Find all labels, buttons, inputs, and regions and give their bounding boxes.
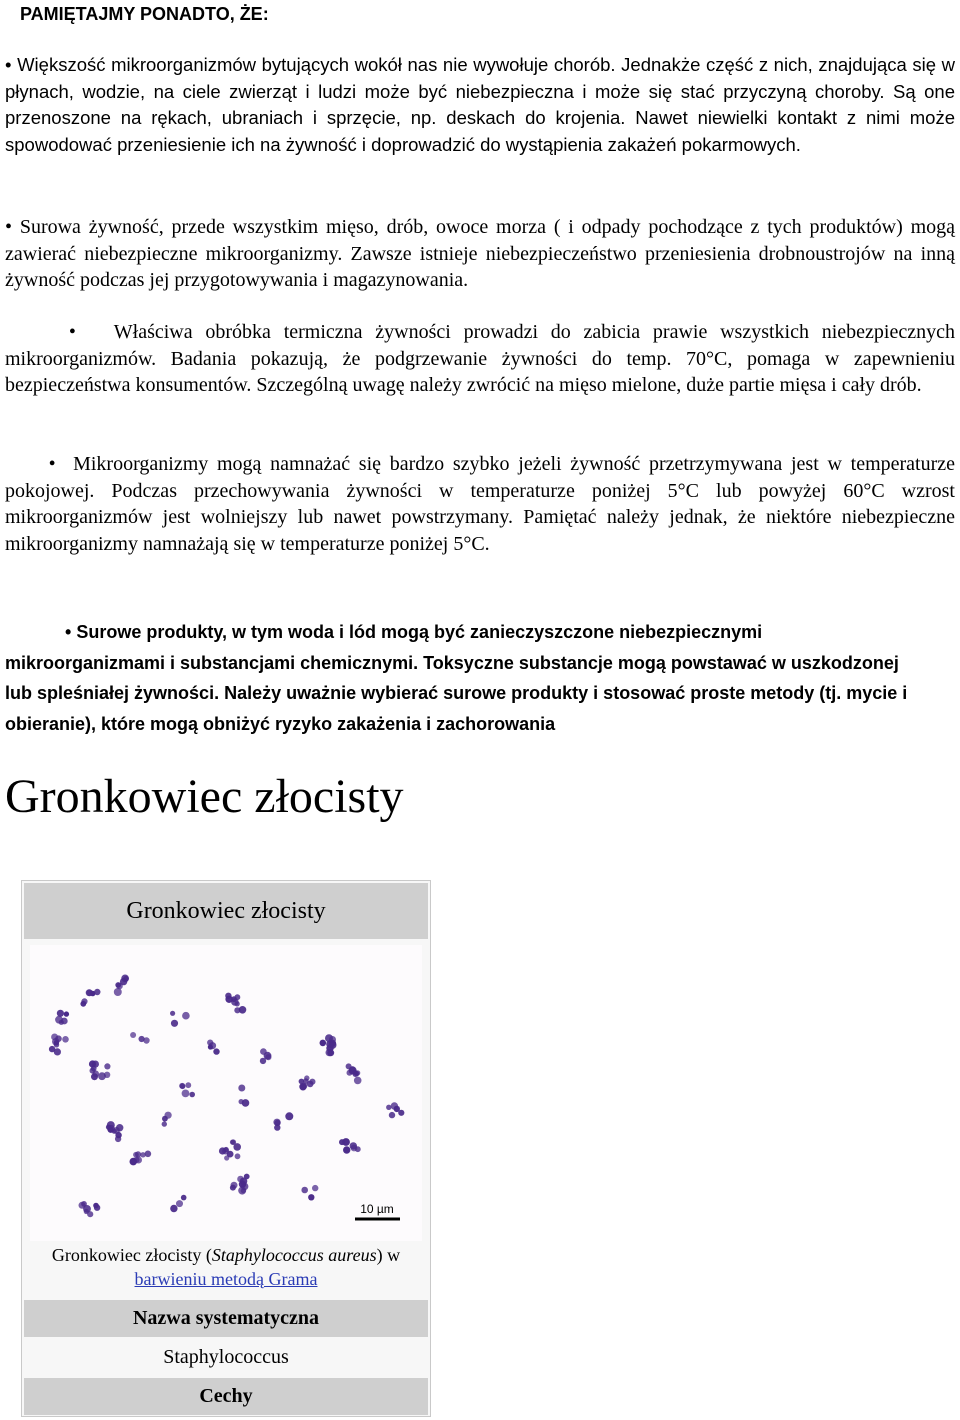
- micrograph-svg: [30, 945, 422, 1241]
- paragraph-temperature: [5, 451, 955, 557]
- coccus-cell: [301, 1083, 307, 1089]
- coccus-cell: [265, 1054, 271, 1060]
- coccus-cell: [145, 1151, 152, 1158]
- systematic-name-header: Nazwa systematyczna: [24, 1300, 428, 1337]
- coccus-cell: [347, 1070, 353, 1076]
- coccus-cell: [389, 1112, 395, 1118]
- coccus-cell: [260, 1048, 267, 1055]
- paragraph-text: Większość mikroorganizmów bytujących wokół nas nie wywołuje chorób. Jednakże część z nich, znajdująca się w płynach, wodzie, na ciele zwierząt i ludzi może być niebezpieczna i może się stać przyczyną choroby. Są one przenoszone na rękach, ubraniach i sprzęcie, np. deskach do krojenia. Nawet niewielki kontakt z nimi może spowodować przeniesienie ich na żywność i doprowadzić do wystąpienia zakażeń pokarmowych.: [5, 54, 955, 155]
- coccus-cell: [162, 1121, 167, 1126]
- coccus-cell: [54, 1040, 59, 1045]
- coccus-cell: [165, 1112, 172, 1119]
- article-title: Gronkowiec złocisty: [5, 770, 404, 823]
- coccus-cell: [143, 1037, 149, 1043]
- coccus-cell: [55, 1016, 63, 1024]
- paragraph-text: Mikroorganizmy mogą namnażać się bardzo szybko jeżeli żywność przetrzymywana jest w temperaturze pokojowej. Podczas przechowywania żywności w temperaturze poniżej 5°C lub powyżej 60°C wzrost mikroorganizmów jest wolniejszy lub nawet powstrzymany. Pamiętać należy jednak, że niektóre niebezpieczne mikroorganizmy namnażają się w temperaturze poniżej 5°C.: [5, 453, 956, 555]
- coccus-cell: [239, 1006, 247, 1014]
- gram-stain-link[interactable]: barwieniu metodą Grama: [134, 1269, 318, 1289]
- paragraph-raw-products: [5, 617, 925, 739]
- coccus-cell: [351, 1145, 358, 1152]
- bullet-icon: •: [68, 321, 76, 343]
- coccus-cell: [140, 1152, 145, 1157]
- coccus-cell: [104, 1072, 110, 1078]
- coccus-cell: [62, 1036, 69, 1043]
- coccus-cell: [80, 1001, 86, 1007]
- desc-mid: ) w: [376, 1245, 401, 1265]
- coccus-cell: [115, 1132, 121, 1138]
- coccus-cell: [238, 1187, 246, 1195]
- coccus-cell: [307, 1081, 314, 1088]
- bullet-icon: •: [65, 622, 72, 642]
- desc-species: Staphylococcus aureus: [211, 1245, 377, 1265]
- coccus-cell: [354, 1077, 362, 1085]
- coccus-cell: [239, 1099, 244, 1104]
- coccus-cell: [135, 1157, 142, 1164]
- coccus-cell: [260, 1058, 266, 1064]
- coccus-cell: [64, 1011, 69, 1016]
- features-header: Cechy: [24, 1378, 428, 1415]
- coccus-cell: [213, 1048, 219, 1054]
- coccus-cell: [304, 1075, 309, 1080]
- coccus-cell: [386, 1105, 391, 1110]
- coccus-cell: [343, 1146, 350, 1153]
- bullet-icon: •: [48, 453, 56, 475]
- coccus-cell: [301, 1187, 308, 1194]
- paragraph-text: Surowa żywność, przede wszystkim mięso, drób, owoce morza ( i odpady pochodzące z tych produktów) mogą zawierać niebezpieczne mikroorganizmy. Zawsze istnieje niebezpieczeństwo przeniesienia drobnoustrojów na inną żywność podczas jej przygotowywania i magazynowania.: [5, 216, 956, 291]
- coccus-cell: [346, 1063, 352, 1069]
- coccus-cell: [185, 1082, 191, 1088]
- coccus-cell: [180, 1084, 186, 1090]
- paragraph-text: Właściwa obróbka termiczna żywności prowadzi do zabicia prawie wszystkich niebezpiecznych mikroorganizmów. Badania pokazują, że podgrzewanie żywności do temp. 70°C, pomaga w zapewnieniu bezpieczeństwa konsumentów. Szczególną uwagę należy zwrócić na mięso mielone, duże partie mięsa i cały drób.: [5, 321, 956, 396]
- coccus-cell: [54, 1048, 61, 1055]
- desc-prefix: Gronkowiec złocisty (: [51, 1245, 212, 1265]
- coccus-cell: [176, 1200, 183, 1207]
- coccus-cell: [92, 1061, 99, 1068]
- coccus-cell: [230, 1185, 236, 1191]
- coccus-cell: [320, 1040, 327, 1047]
- paragraph-microorganisms: [5, 52, 955, 158]
- coccus-cell: [81, 1201, 87, 1207]
- coccus-cell: [235, 1153, 241, 1159]
- coccus-cell: [130, 1032, 136, 1038]
- coccus-cell: [238, 1085, 245, 1092]
- coccus-cell: [312, 1185, 318, 1191]
- paragraph-text: Surowe produkty, w tym woda i lód mogą być zanieczyszczone niebezpiecznymi mikroorganizmami i substancjami chemicznymi. Toksyczne substancje mogą powstawać w uszkodzonej lub spleśniałej żywności. Należy uważnie wybierać surowe produkty i stosować proste metody (tj. mycie i obieranie), które mogą obniżyć ryzyko zakażenia i zachorowania: [5, 622, 908, 734]
- coccus-cell: [394, 1106, 400, 1112]
- coccus-cell: [329, 1036, 336, 1043]
- coccus-cell: [170, 1205, 177, 1212]
- systematic-name-value: Staphylococcus: [24, 1339, 428, 1376]
- coccus-cell: [274, 1124, 280, 1130]
- coccus-cell: [327, 1049, 334, 1056]
- coccus-cell: [170, 1011, 175, 1016]
- coccus-cell: [182, 1090, 190, 1098]
- infobox-caption: Gronkowiec złocisty: [24, 883, 428, 939]
- coccus-cell: [235, 1001, 240, 1006]
- coccus-cell: [84, 1209, 89, 1214]
- coccus-cell: [104, 1063, 110, 1069]
- micrograph-image: [30, 945, 422, 1241]
- scale-label: 10 µm: [360, 1202, 394, 1216]
- section-heading: PAMIĘTAJMY PONADTO, ŻE:: [20, 4, 269, 24]
- image-description: [24, 1243, 428, 1295]
- paragraph-thermal-processing: [5, 319, 955, 399]
- coccus-cell: [86, 989, 93, 996]
- coccus-cell: [181, 1195, 187, 1201]
- infobox: [21, 880, 431, 1417]
- coccus-cell: [308, 1194, 314, 1200]
- bullet-icon: •: [5, 216, 13, 238]
- coccus-cell: [231, 1139, 237, 1145]
- coccus-cell: [91, 1073, 98, 1080]
- coccus-cell: [352, 1070, 357, 1075]
- coccus-cell: [285, 1112, 293, 1120]
- coccus-cell: [209, 1042, 216, 1049]
- coccus-cell: [219, 1147, 226, 1154]
- bullet-icon: •: [5, 54, 12, 75]
- coccus-cell: [57, 1010, 64, 1017]
- coccus-cell: [339, 1139, 345, 1145]
- coccus-cell: [114, 988, 122, 996]
- paragraph-raw-food: [5, 214, 955, 294]
- coccus-cell: [244, 1174, 250, 1180]
- coccus-cell: [93, 1203, 99, 1209]
- coccus-cell: [189, 1092, 195, 1098]
- coccus-cell: [171, 1020, 178, 1027]
- coccus-cell: [225, 996, 232, 1003]
- coccus-cell: [182, 1012, 190, 1020]
- coccus-cell: [106, 1125, 111, 1130]
- coccus-cell: [227, 1151, 234, 1158]
